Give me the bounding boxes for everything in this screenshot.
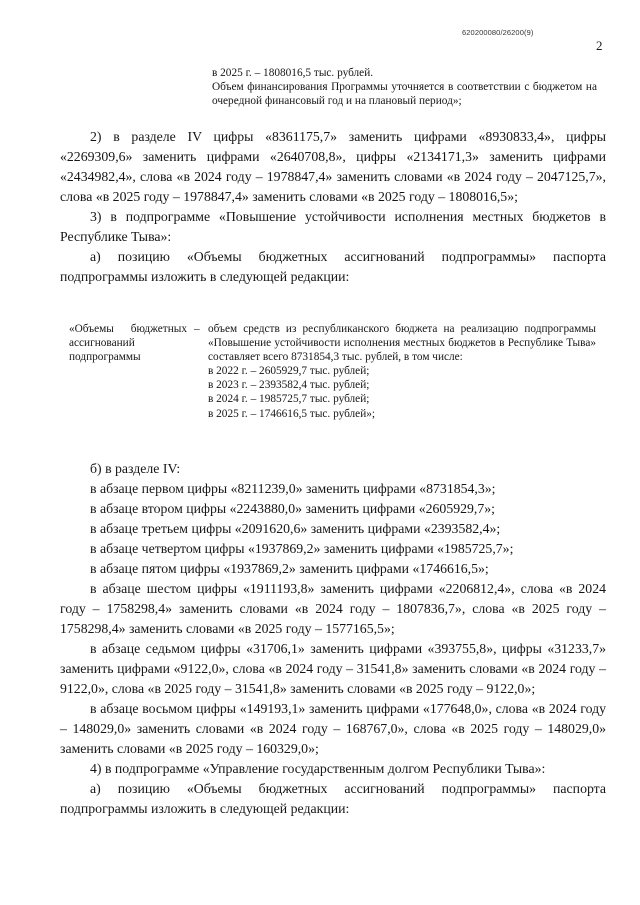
paragraph-item-4a: а) позицию «Объемы бюджетных ассигнований подпрограммы» паспорта подпрограммы изложить в следующей редакции: <box>60 781 606 816</box>
passport-position-separator: – <box>194 323 200 335</box>
passport-value-2024: в 2024 г. – 1985725,7 тыс. рублей; <box>208 393 370 406</box>
intro-line-2025: в 2025 г. – 1808016,5 тыс. рублей. <box>212 67 374 79</box>
paragraph-item-4: 4) в подпрограмме «Управление государственным долгом Республики Тыва»: <box>90 761 546 776</box>
paragraph-item-2: 2) в разделе IV цифры «8361175,7» заменить цифрами «8930833,4», цифры «2269309,6» заменить цифрами «2640708,8», цифры «2134171,3» заменить цифрами «2434982,4», слова «в 2024 году – 1978847,4» заменить словами «в 2024 году – 2047125,7», слова «в 2025 году – 1978847,4» заменить словами «в 2025 году – 1808016,5»; <box>60 129 606 204</box>
paragraph-abzats-4: в абзаце четвертом цифры «1937869,2» заменить цифрами «1985725,7»; <box>90 541 514 556</box>
paragraph-abzats-3: в абзаце третьем цифры «2091620,6» заменить цифрами «2393582,4»; <box>90 521 501 536</box>
section-subprogram-amendments <box>60 459 606 819</box>
intro-block <box>212 66 597 108</box>
section-program-changes <box>60 127 606 287</box>
intro-financing-note: Объем финансирования Программы уточняется в соответствии с бюджетом на очередной финансовый год и на плановый период»; <box>212 81 597 107</box>
page-number: 2 <box>596 38 603 53</box>
paragraph-item-3a: а) позицию «Объемы бюджетных ассигнований подпрограммы» паспорта подпрограммы изложить в следующей редакции: <box>60 249 606 284</box>
document-id: 620200080/26200(9) <box>462 28 534 37</box>
paragraph-abzats-7: в абзаце седьмом цифры «31706,1» заменить цифрами «393755,8», цифры «31233,7» заменить цифрами «9122,0», слова «в 2024 году – 31541,8» заменить словами «в 2024 году – 9122,0», слова «в 2025 году – 31541,8» заменить словами «в 2025 году – 9122,0»; <box>60 641 606 696</box>
paragraph-item-b: б) в разделе IV: <box>90 461 181 476</box>
paragraph-abzats-6: в абзаце шестом цифры «1911193,8» заменить цифрами «2206812,4», слова «в 2024 году – 1758298,4» заменить словами «в 2024 году – 1807836,7», слова «в 2025 году – 1758298,4» заменить словами «в 2025 году – 1577165,5»; <box>60 581 606 636</box>
paragraph-abzats-8: в абзаце восьмом цифры «149193,1» заменить цифрами «177648,0», слова «в 2024 году – 148029,0» заменить словами «в 2024 году – 168767,0», слова «в 2025 году – 148029,0» заменить словами «в 2025 году – 160329,0»; <box>60 701 606 756</box>
paragraph-item-3: 3) в подпрограмме «Повышение устойчивости исполнения местных бюджетов в Республике Тыва»: <box>60 209 606 244</box>
passport-value-2023: в 2023 г. – 2393582,4 тыс. рублей; <box>208 379 370 392</box>
paragraph-abzats-5: в абзаце пятом цифры «1937869,2» заменить цифрами «1746616,5»; <box>90 561 489 576</box>
passport-value-summary: объем средств из республиканского бюджета на реализацию подпрограммы «Повышение устойчивости исполнения местных бюджетов в Республике Тыва» составляет всего 8731854,3 тыс. рублей, в том числе: <box>208 323 596 364</box>
passport-value-2025: в 2025 г. – 1746616,5 тыс. рублей»; <box>208 407 376 420</box>
passport-value-2022: в 2022 г. – 2605929,7 тыс. рублей; <box>208 365 370 378</box>
paragraph-abzats-1: в абзаце первом цифры «8211239,0» заменить цифрами «8731854,3»; <box>90 481 496 496</box>
paragraph-abzats-2: в абзаце втором цифры «2243880,0» заменить цифрами «2605929,7»; <box>90 501 496 516</box>
passport-position-label: «Объемы бюджетных ассигнований подпрограммы <box>69 323 187 364</box>
passport-position-value <box>208 322 596 421</box>
